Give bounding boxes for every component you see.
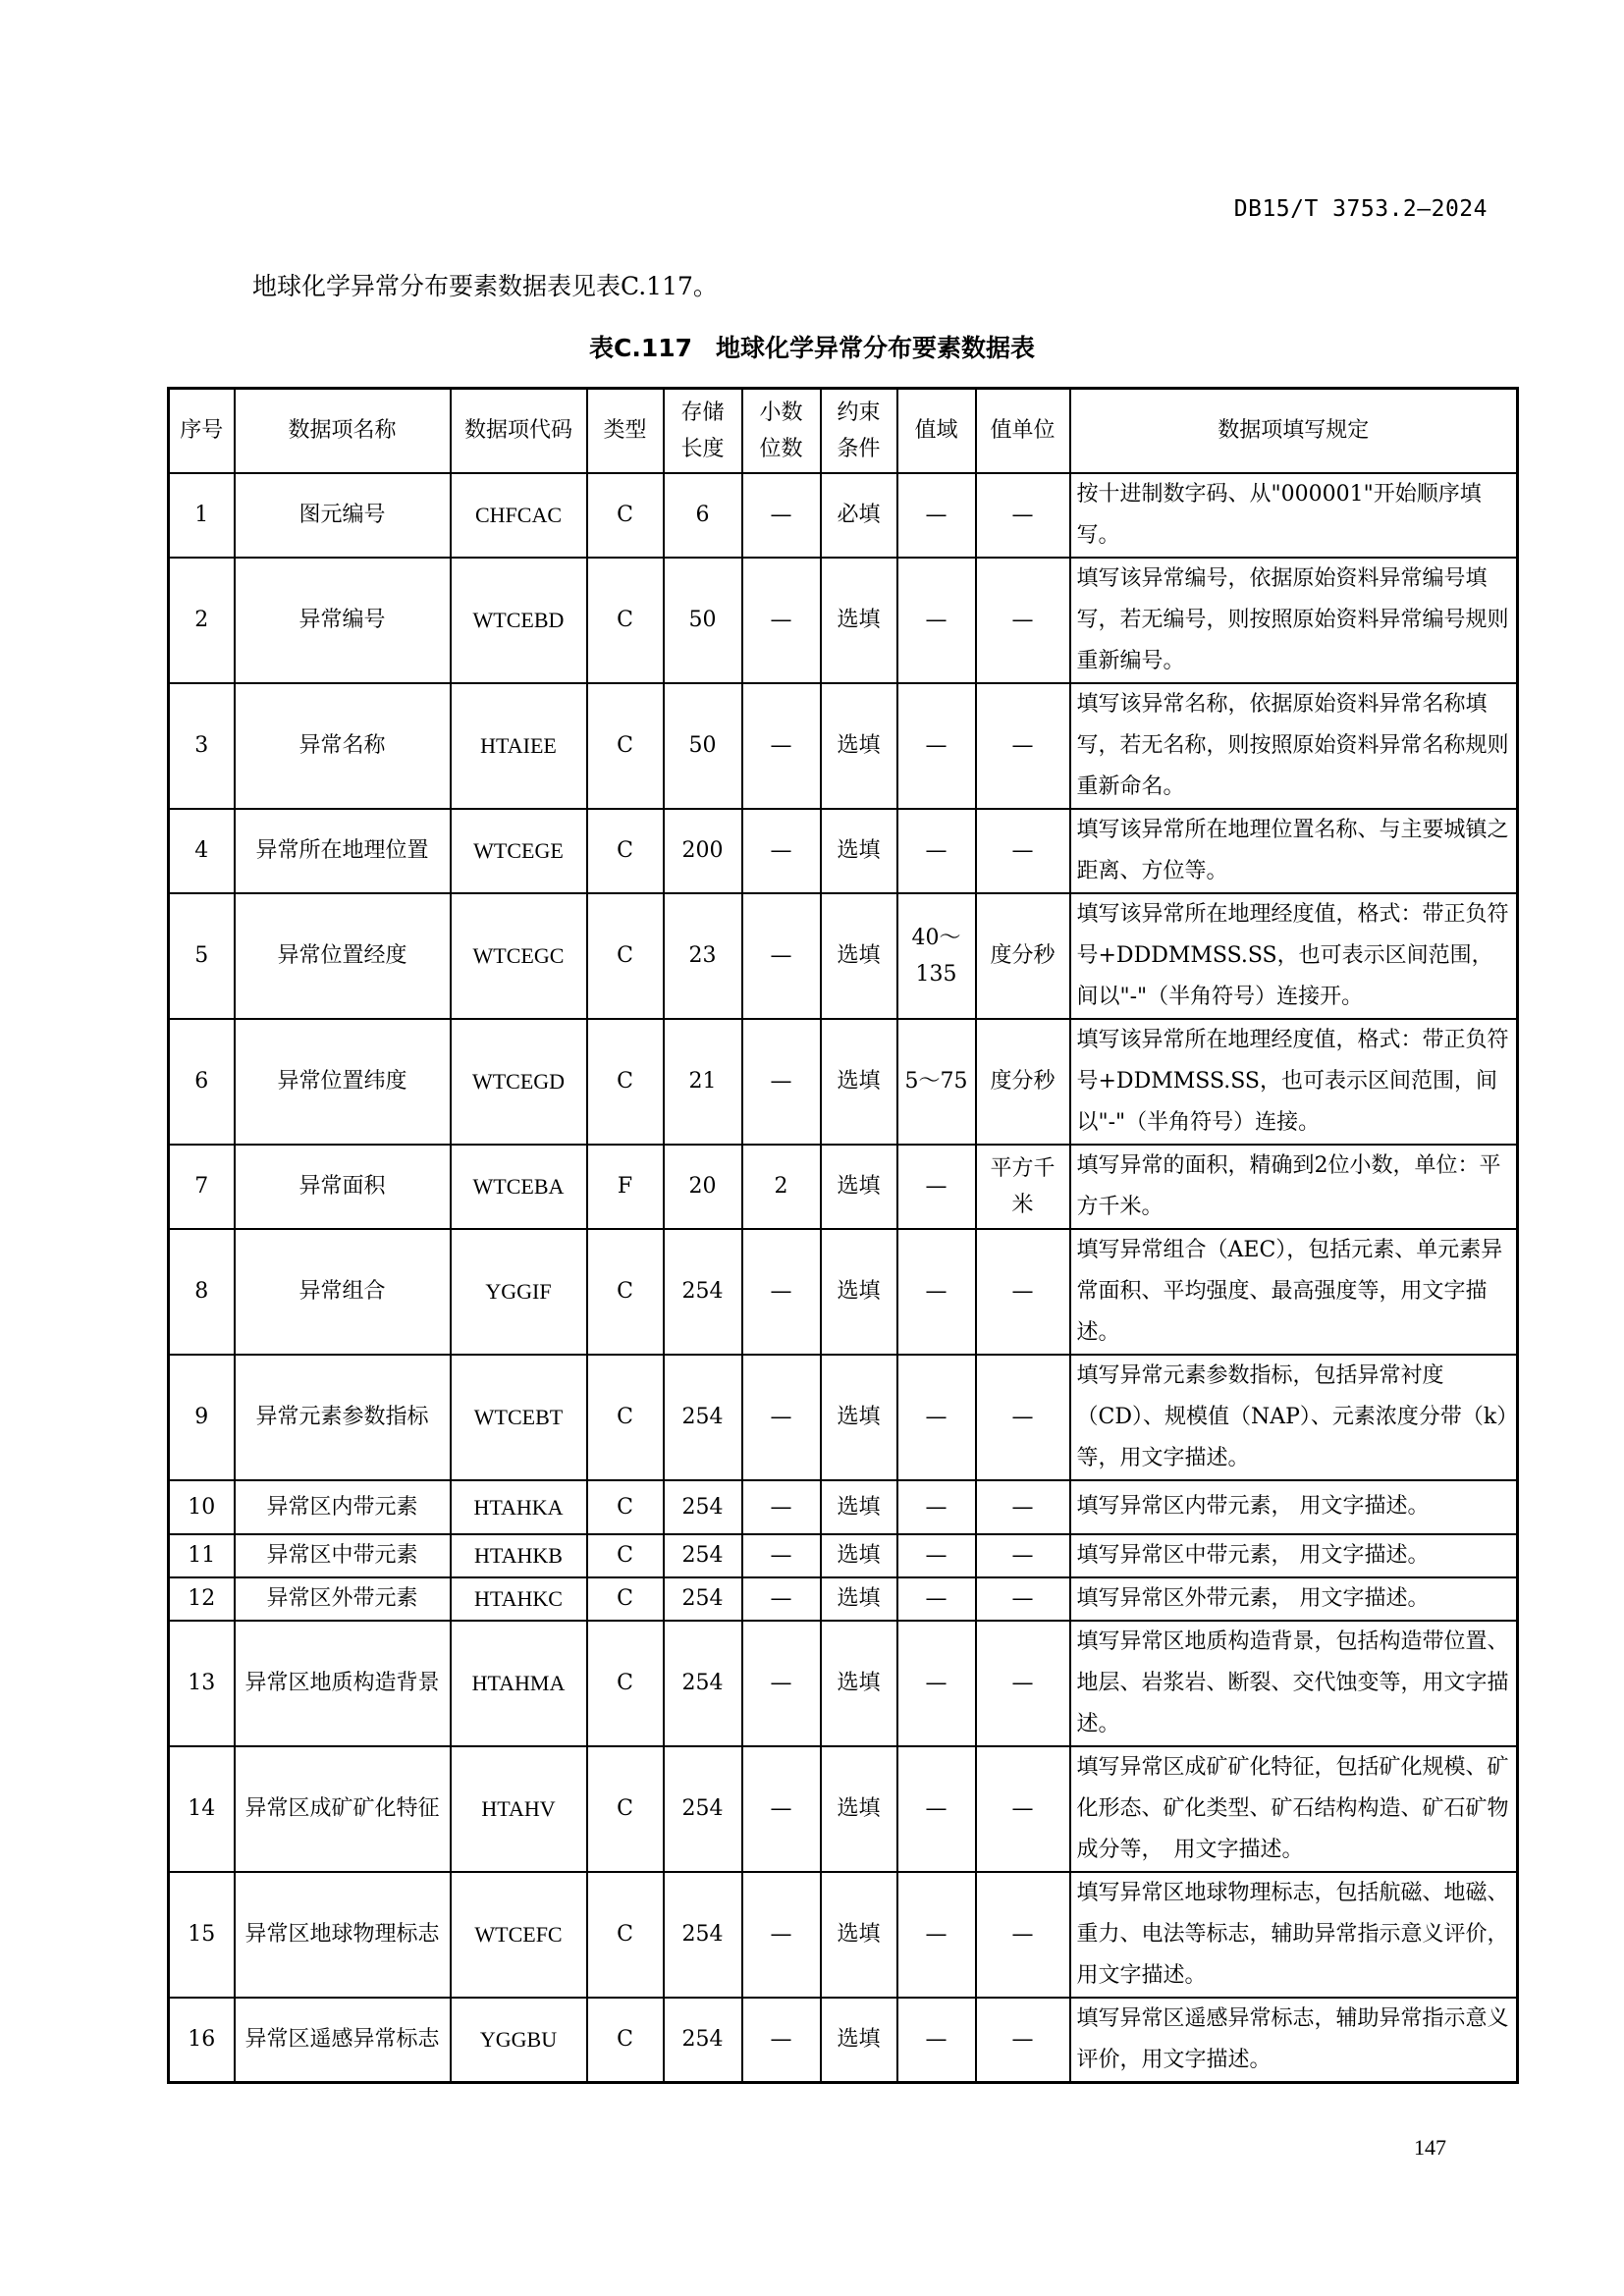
cell-decimal: —: [742, 1577, 821, 1621]
header-decimal: [742, 389, 821, 473]
cell-constraint: 选填: [821, 1872, 897, 1998]
cell-code: WTCEBA: [451, 1145, 587, 1229]
cell-length: 50: [664, 683, 742, 809]
cell-code: YGGBU: [451, 1998, 587, 2083]
table-caption: [0, 329, 1624, 364]
cell-length: 254: [664, 1355, 742, 1480]
cell-decimal: —: [742, 1229, 821, 1355]
table-row: [169, 683, 1518, 809]
table-row: [169, 473, 1518, 558]
table-row: [169, 809, 1518, 893]
cell-code: WTCEGE: [451, 809, 587, 893]
cell-constraint: 选填: [821, 683, 897, 809]
cell-constraint: 选填: [821, 1746, 897, 1872]
cell-length: 21: [664, 1019, 742, 1145]
cell-decimal: —: [742, 809, 821, 893]
cell-unit: —: [976, 1229, 1070, 1355]
cell-rule: 填写异常区外带元素， 用文字描述。: [1070, 1577, 1518, 1621]
cell-type: C: [587, 1872, 664, 1998]
cell-seq: 5: [169, 893, 235, 1019]
cell-domain: 40～135: [897, 893, 976, 1019]
header-constraint-line2: 条件: [837, 436, 881, 461]
table-row: [169, 1746, 1518, 1872]
cell-domain: —: [897, 1872, 976, 1998]
header-unit: 值单位: [976, 389, 1070, 473]
cell-decimal: —: [742, 683, 821, 809]
cell-seq: 16: [169, 1998, 235, 2083]
cell-domain: —: [897, 1746, 976, 1872]
cell-code: HTAHKA: [451, 1480, 587, 1534]
cell-rule: 填写异常区地球物理标志，包括航磁、地磁、重力、电法等标志，辅助异常指示意义评价，用文字描述。: [1070, 1872, 1518, 1998]
table-row: [169, 1872, 1518, 1998]
cell-domain: —: [897, 1145, 976, 1229]
cell-name: 异常组合: [235, 1229, 451, 1355]
cell-rule: 填写异常的面积，精确到2位小数，单位：平方千米。: [1070, 1145, 1518, 1229]
cell-length: 254: [664, 1229, 742, 1355]
cell-unit: —: [976, 1480, 1070, 1534]
cell-code: HTAHKB: [451, 1534, 587, 1577]
cell-length: 50: [664, 558, 742, 683]
table-row: [169, 1534, 1518, 1577]
cell-decimal: —: [742, 1534, 821, 1577]
cell-code: CHFCAC: [451, 473, 587, 558]
cell-unit: 度分秒: [976, 893, 1070, 1019]
cell-seq: 6: [169, 1019, 235, 1145]
cell-type: C: [587, 1577, 664, 1621]
cell-type: C: [587, 1998, 664, 2083]
cell-constraint: 选填: [821, 1229, 897, 1355]
cell-seq: 13: [169, 1621, 235, 1746]
cell-decimal: —: [742, 558, 821, 683]
cell-seq: 10: [169, 1480, 235, 1534]
table-caption-title: 地球化学异常分布要素数据表: [716, 334, 1036, 362]
cell-domain: —: [897, 1577, 976, 1621]
cell-rule: 填写该异常所在地理经度值，格式：带正负符号+DDMMSS.SS，也可表示区间范围，间以"-"（半角符号）连接。: [1070, 1019, 1518, 1145]
cell-seq: 1: [169, 473, 235, 558]
cell-name: 异常编号: [235, 558, 451, 683]
table-row: [169, 1355, 1518, 1480]
header-seq: 序号: [169, 389, 235, 473]
cell-domain: —: [897, 1229, 976, 1355]
cell-type: C: [587, 1746, 664, 1872]
cell-constraint: 选填: [821, 1621, 897, 1746]
data-table: [167, 387, 1519, 2084]
cell-constraint: 选填: [821, 1355, 897, 1480]
cell-domain: —: [897, 683, 976, 809]
header-length-line1: 存储: [680, 400, 725, 425]
header-name: 数据项名称: [235, 389, 451, 473]
cell-name: 异常区内带元素: [235, 1480, 451, 1534]
cell-rule: 填写异常区中带元素， 用文字描述。: [1070, 1534, 1518, 1577]
cell-constraint: 选填: [821, 1534, 897, 1577]
cell-name: 异常名称: [235, 683, 451, 809]
cell-constraint: 选填: [821, 1019, 897, 1145]
table-header-row: [169, 389, 1518, 473]
cell-name: 异常位置经度: [235, 893, 451, 1019]
cell-domain: —: [897, 1621, 976, 1746]
cell-name: 异常所在地理位置: [235, 809, 451, 893]
cell-type: C: [587, 683, 664, 809]
cell-constraint: 选填: [821, 558, 897, 683]
header-type: 类型: [587, 389, 664, 473]
cell-length: 254: [664, 1534, 742, 1577]
cell-code: WTCEFC: [451, 1872, 587, 1998]
cell-type: C: [587, 558, 664, 683]
cell-type: C: [587, 1355, 664, 1480]
cell-name: 异常区外带元素: [235, 1577, 451, 1621]
cell-decimal: —: [742, 893, 821, 1019]
cell-length: 6: [664, 473, 742, 558]
cell-constraint: 选填: [821, 1998, 897, 2083]
cell-domain: —: [897, 1355, 976, 1480]
cell-length: 20: [664, 1145, 742, 1229]
cell-code: WTCEBD: [451, 558, 587, 683]
cell-type: C: [587, 1229, 664, 1355]
cell-seq: 8: [169, 1229, 235, 1355]
cell-type: C: [587, 473, 664, 558]
cell-unit: —: [976, 1577, 1070, 1621]
cell-name: 异常区地质构造背景: [235, 1621, 451, 1746]
cell-unit: —: [976, 683, 1070, 809]
cell-domain: 5～75: [897, 1019, 976, 1145]
table-row: [169, 1998, 1518, 2083]
cell-name: 异常位置纬度: [235, 1019, 451, 1145]
cell-name: 异常元素参数指标: [235, 1355, 451, 1480]
cell-unit: —: [976, 1534, 1070, 1577]
cell-unit: —: [976, 558, 1070, 683]
cell-length: 254: [664, 1746, 742, 1872]
table-row: [169, 1145, 1518, 1229]
cell-rule: 填写异常区内带元素， 用文字描述。: [1070, 1480, 1518, 1534]
cell-length: 254: [664, 1872, 742, 1998]
table-row: [169, 1621, 1518, 1746]
cell-code: HTAHKC: [451, 1577, 587, 1621]
cell-unit: —: [976, 809, 1070, 893]
cell-decimal: 2: [742, 1145, 821, 1229]
cell-rule: 填写该异常编号，依据原始资料异常编号填写，若无编号，则按照原始资料异常编号规则重新编号。: [1070, 558, 1518, 683]
table-row: [169, 558, 1518, 683]
cell-rule: 填写异常区遥感异常标志，辅助异常指示意义评价，用文字描述。: [1070, 1998, 1518, 2083]
header-rule: 数据项填写规定: [1070, 389, 1518, 473]
page-number: 147: [1414, 2135, 1446, 2160]
cell-name: 异常面积: [235, 1145, 451, 1229]
cell-unit: —: [976, 473, 1070, 558]
cell-rule: 填写异常元素参数指标，包括异常衬度（CD）、规模值（NAP）、元素浓度分带（k）等，用文字描述。: [1070, 1355, 1518, 1480]
cell-constraint: 必填: [821, 473, 897, 558]
table-row: [169, 893, 1518, 1019]
header-length-line2: 长度: [680, 436, 725, 461]
header-length: [664, 389, 742, 473]
cell-seq: 3: [169, 683, 235, 809]
cell-decimal: —: [742, 1621, 821, 1746]
cell-type: C: [587, 1019, 664, 1145]
cell-seq: 15: [169, 1872, 235, 1998]
header-code: 数据项代码: [451, 389, 587, 473]
cell-seq: 12: [169, 1577, 235, 1621]
cell-type: F: [587, 1145, 664, 1229]
cell-type: C: [587, 893, 664, 1019]
cell-code: WTCEGC: [451, 893, 587, 1019]
cell-rule: 填写异常组合（AEC），包括元素、单元素异常面积、平均强度、最高强度等，用文字描述。: [1070, 1229, 1518, 1355]
cell-constraint: 选填: [821, 809, 897, 893]
cell-seq: 11: [169, 1534, 235, 1577]
cell-name: 异常区成矿矿化特征: [235, 1746, 451, 1872]
header-constraint: [821, 389, 897, 473]
cell-seq: 7: [169, 1145, 235, 1229]
cell-code: HTAHV: [451, 1746, 587, 1872]
cell-length: 200: [664, 809, 742, 893]
header-constraint-line1: 约束: [837, 400, 881, 425]
header-decimal-line2: 位数: [759, 436, 803, 461]
cell-unit: —: [976, 1746, 1070, 1872]
cell-domain: —: [897, 809, 976, 893]
cell-seq: 9: [169, 1355, 235, 1480]
cell-seq: 4: [169, 809, 235, 893]
cell-length: 254: [664, 1480, 742, 1534]
cell-decimal: —: [742, 1480, 821, 1534]
cell-code: WTCEGD: [451, 1019, 587, 1145]
cell-decimal: —: [742, 1355, 821, 1480]
cell-length: 254: [664, 1577, 742, 1621]
cell-constraint: 选填: [821, 893, 897, 1019]
cell-unit: —: [976, 1872, 1070, 1998]
cell-rule: 填写异常区地质构造背景，包括构造带位置、地层、岩浆岩、断裂、交代蚀变等，用文字描述。: [1070, 1621, 1518, 1746]
cell-name: 图元编号: [235, 473, 451, 558]
cell-domain: —: [897, 1534, 976, 1577]
cell-rule: 填写异常区成矿矿化特征，包括矿化规模、矿化形态、矿化类型、矿石结构构造、矿石矿物成分等， 用文字描述。: [1070, 1746, 1518, 1872]
table-caption-number: 表C.117: [588, 334, 692, 362]
cell-seq: 14: [169, 1746, 235, 1872]
cell-unit: 平方千米: [976, 1145, 1070, 1229]
cell-decimal: —: [742, 1019, 821, 1145]
cell-code: HTAHMA: [451, 1621, 587, 1746]
table-row: [169, 1229, 1518, 1355]
cell-rule: 填写该异常所在地理位置名称、与主要城镇之距离、方位等。: [1070, 809, 1518, 893]
cell-name: 异常区遥感异常标志: [235, 1998, 451, 2083]
intro-text: 地球化学异常分布要素数据表见表C.117。: [252, 272, 718, 300]
cell-unit: —: [976, 1355, 1070, 1480]
cell-length: 254: [664, 1621, 742, 1746]
standard-code: DB15/T 3753.2—2024: [1233, 196, 1488, 222]
cell-domain: —: [897, 1480, 976, 1534]
header-domain: 值域: [897, 389, 976, 473]
cell-type: C: [587, 809, 664, 893]
cell-unit: —: [976, 1621, 1070, 1746]
cell-type: C: [587, 1480, 664, 1534]
cell-seq: 2: [169, 558, 235, 683]
cell-unit: 度分秒: [976, 1019, 1070, 1145]
table-row: [169, 1577, 1518, 1621]
cell-length: 254: [664, 1998, 742, 2083]
cell-constraint: 选填: [821, 1480, 897, 1534]
cell-decimal: —: [742, 1998, 821, 2083]
table-row: [169, 1480, 1518, 1534]
cell-rule: 填写该异常所在地理经度值，格式：带正负符号+DDDMMSS.SS，也可表示区间范围，间以"-"（半角符号）连接开。: [1070, 893, 1518, 1019]
cell-code: WTCEBT: [451, 1355, 587, 1480]
cell-length: 23: [664, 893, 742, 1019]
cell-domain: —: [897, 1998, 976, 2083]
cell-constraint: 选填: [821, 1577, 897, 1621]
cell-type: C: [587, 1621, 664, 1746]
cell-constraint: 选填: [821, 1145, 897, 1229]
cell-code: YGGIF: [451, 1229, 587, 1355]
cell-rule: 按十进制数字码、从"000001"开始顺序填写。: [1070, 473, 1518, 558]
cell-type: C: [587, 1534, 664, 1577]
cell-domain: —: [897, 558, 976, 683]
cell-name: 异常区中带元素: [235, 1534, 451, 1577]
cell-decimal: —: [742, 1872, 821, 1998]
cell-rule: 填写该异常名称，依据原始资料异常名称填写，若无名称，则按照原始资料异常名称规则重新命名。: [1070, 683, 1518, 809]
cell-code: HTAIEE: [451, 683, 587, 809]
cell-name: 异常区地球物理标志: [235, 1872, 451, 1998]
header-decimal-line1: 小数: [759, 400, 803, 425]
cell-domain: —: [897, 473, 976, 558]
table-row: [169, 1019, 1518, 1145]
cell-decimal: —: [742, 473, 821, 558]
cell-decimal: —: [742, 1746, 821, 1872]
cell-unit: —: [976, 1998, 1070, 2083]
